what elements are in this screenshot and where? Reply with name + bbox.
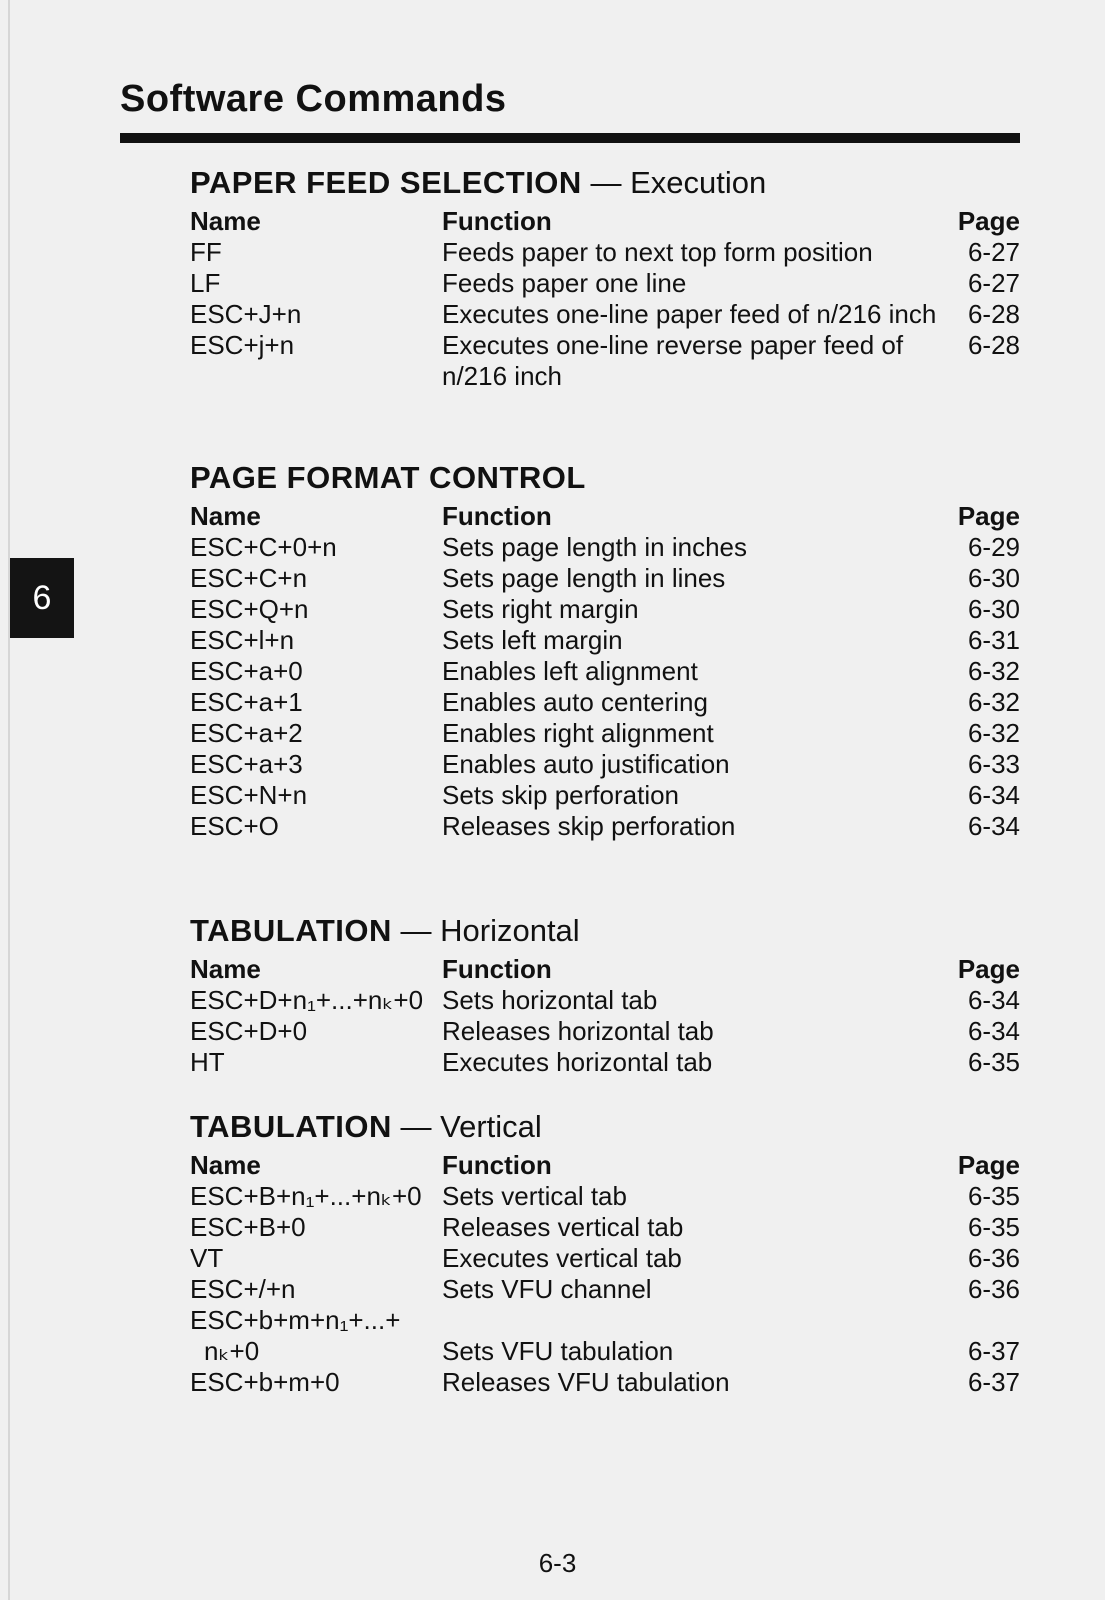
command-function: Sets left margin — [442, 625, 623, 655]
table-row — [190, 594, 1020, 625]
table-row: ESC+b+m+n₁+...+ — [190, 1305, 401, 1335]
command-page: 6-35 — [967, 1047, 1020, 1077]
table-row — [190, 687, 1020, 718]
command-name: ESC+J+n — [190, 299, 302, 329]
command-name: ESC+a+2 — [190, 718, 303, 748]
command-name: ESC+B+0 — [190, 1212, 306, 1242]
command-name: ESC+O — [190, 811, 279, 841]
table-row — [190, 656, 1020, 687]
command-name: HT — [190, 1047, 225, 1077]
table-body — [190, 237, 1020, 361]
table-row — [190, 1047, 1020, 1078]
table-row — [190, 1016, 1020, 1047]
command-page: 6-27 — [967, 268, 1020, 298]
table-row — [190, 299, 1020, 330]
command-function: Sets horizontal tab — [442, 985, 658, 1015]
command-function: Releases vertical tab — [442, 1212, 684, 1242]
command-name: ESC+C+0+n — [190, 532, 337, 562]
command-name: ESC+a+1 — [190, 687, 303, 717]
binding-edge — [8, 0, 10, 1600]
section-heading: TABULATION — Horizontal — [190, 913, 580, 948]
command-function: Sets page length in lines — [442, 563, 726, 593]
command-function: Enables auto justification — [442, 749, 730, 779]
command-name: ESC+D+0 — [190, 1016, 308, 1046]
command-function: Feeds paper one line — [442, 268, 687, 298]
table-row — [190, 780, 1020, 811]
command-page: 6-33 — [967, 749, 1020, 779]
command-function: Releases skip perforation — [442, 811, 736, 841]
command-name: ESC+C+n — [190, 563, 308, 593]
command-name: VT — [190, 1243, 224, 1273]
command-page: 6-34 — [967, 811, 1020, 841]
command-function: Executes one-line paper feed of n/216 inch — [442, 299, 937, 329]
table-body — [190, 985, 1020, 1078]
table-row — [190, 330, 1020, 361]
command-page: 6-28 — [967, 299, 1020, 329]
command-function: Executes horizontal tab — [442, 1047, 713, 1077]
page-margin — [1105, 0, 1115, 1600]
command-page: 6-27 — [967, 237, 1020, 267]
command-function: Sets right margin — [442, 594, 639, 624]
section-paper-feed — [190, 160, 1020, 392]
section-page-format — [190, 455, 1020, 842]
table-row — [190, 1212, 1020, 1243]
command-page: 6-32 — [967, 656, 1020, 686]
command-page: 6-35 — [967, 1181, 1020, 1211]
table-row — [190, 749, 1020, 780]
table-header: Name Function Page — [190, 954, 1020, 984]
command-page: 6-31 — [967, 625, 1020, 655]
chapter-number: 6 — [32, 578, 52, 617]
table-row — [190, 718, 1020, 749]
table-row — [190, 985, 1020, 1016]
command-page: 6-32 — [967, 687, 1020, 717]
table-header: Name Function Page — [190, 1150, 1020, 1180]
command-page: 6-30 — [967, 594, 1020, 624]
command-function: Feeds paper to next top form position — [442, 237, 873, 267]
command-name: FF — [190, 237, 222, 267]
table-row — [190, 625, 1020, 656]
table-row — [190, 1274, 1020, 1305]
command-page: 6-32 — [967, 718, 1020, 748]
table-row: ESC+b+m+0 Releases VFU tabulation 6-37 — [190, 1367, 1020, 1397]
command-name: LF — [190, 268, 221, 298]
command-function: Enables right alignment — [442, 718, 714, 748]
command-name: ESC+Q+n — [190, 594, 309, 624]
title-rule — [120, 133, 1020, 143]
command-name: ESC+l+n — [190, 625, 295, 655]
command-name: ESC+/+n — [190, 1274, 296, 1304]
command-name: ESC+B+n₁+...+nₖ+0 — [190, 1181, 422, 1211]
command-page: 6-28 — [967, 330, 1020, 360]
section-heading: TABULATION — Vertical — [190, 1109, 542, 1144]
command-name: ESC+j+n — [190, 330, 295, 360]
command-function: Enables left alignment — [442, 656, 698, 686]
function-continuation: n/216 inch — [442, 361, 562, 391]
command-name: ESC+N+n — [190, 780, 308, 810]
table-row — [190, 563, 1020, 594]
table-row — [190, 237, 1020, 268]
command-function: Sets skip perforation — [442, 780, 680, 810]
command-page: 6-34 — [967, 780, 1020, 810]
command-function: Sets page length in inches — [442, 532, 747, 562]
table-header: Name Function Page — [190, 501, 1020, 531]
table-row — [190, 811, 1020, 842]
command-name: ESC+a+3 — [190, 749, 303, 779]
table-row — [190, 532, 1020, 563]
table-row — [190, 268, 1020, 299]
table-body — [190, 532, 1020, 842]
command-function: Executes vertical tab — [442, 1243, 682, 1273]
table-body — [190, 1181, 1020, 1305]
command-page: 6-36 — [967, 1274, 1020, 1304]
command-page: 6-36 — [967, 1243, 1020, 1273]
command-function: Executes one-line reverse paper feed of — [442, 330, 904, 360]
command-page: 6-29 — [967, 532, 1020, 562]
command-name: ESC+D+n₁+...+nₖ+0 — [190, 985, 424, 1015]
command-page: 6-34 — [967, 1016, 1020, 1046]
command-function: Sets VFU channel — [442, 1274, 652, 1304]
command-name: ESC+a+0 — [190, 656, 303, 686]
section-heading: PAPER FEED SELECTION — Execution — [190, 165, 767, 200]
table-header: Name Function Page — [190, 206, 1020, 236]
command-function: Releases horizontal tab — [442, 1016, 714, 1046]
command-page: 6-30 — [967, 563, 1020, 593]
command-function: Sets vertical tab — [442, 1181, 627, 1211]
page-title: Software Commands — [120, 78, 507, 120]
command-page: 6-34 — [967, 985, 1020, 1015]
section-tab-horizontal — [190, 908, 1020, 1078]
table-row — [190, 1181, 1020, 1212]
section-heading: PAGE FORMAT CONTROL — [190, 460, 586, 495]
command-function: Enables auto centering — [442, 687, 708, 717]
chapter-tab — [10, 558, 74, 638]
section-tab-vertical — [190, 1104, 1020, 1398]
table-row — [190, 1243, 1020, 1274]
table-row: nₖ+0 Sets VFU tabulation 6-37 — [204, 1336, 1020, 1366]
page-number: 6-3 — [538, 1548, 577, 1578]
command-page: 6-35 — [967, 1212, 1020, 1242]
